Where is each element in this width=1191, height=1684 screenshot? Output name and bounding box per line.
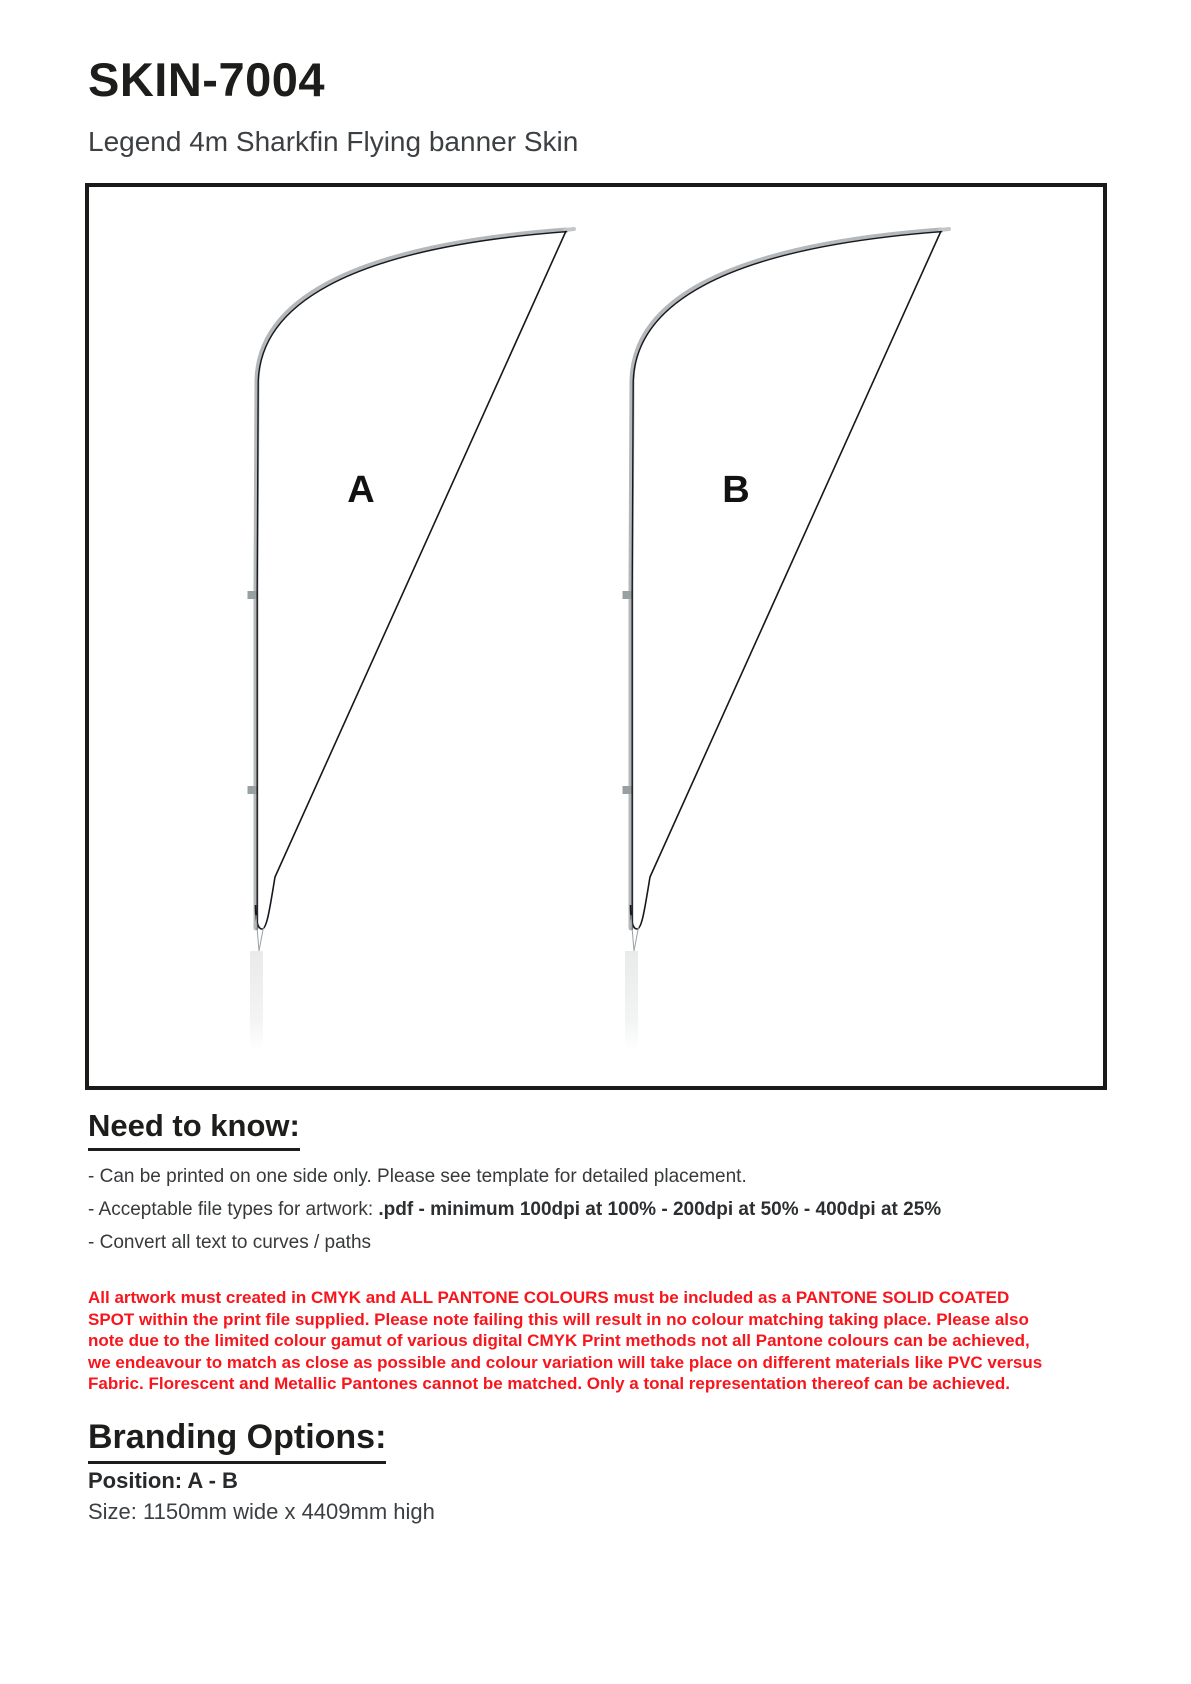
leading-edge-line bbox=[257, 232, 567, 930]
pole-joint-mark bbox=[248, 591, 257, 599]
bullet-file-types-specs: .pdf - minimum 100dpi at 100% - 200dpi at 50% - 400dpi at 25% bbox=[378, 1199, 942, 1220]
page-subtitle: Legend 4m Sharkfin Flying banner Skin bbox=[88, 126, 579, 157]
sharkfin-flag-diagram bbox=[89, 187, 1103, 1086]
branding-size: Size: 1150mm wide x 4409mm high bbox=[88, 1499, 435, 1524]
flag-trailing-edge bbox=[256, 231, 567, 929]
pole-joint-mark bbox=[248, 786, 257, 794]
diagram-box bbox=[85, 183, 1107, 1090]
pole-base bbox=[250, 951, 263, 1051]
bullet-curves: - Convert all text to curves / paths bbox=[88, 1232, 372, 1253]
branding-options-heading: Branding Options: bbox=[88, 1418, 386, 1464]
flag-b-label: B bbox=[722, 469, 750, 511]
pole-sleeve-tip-cap bbox=[565, 229, 574, 230]
page-title: SKIN-7004 bbox=[88, 53, 325, 106]
bullet-file-types-prefix: - Acceptable file types for artwork: bbox=[88, 1199, 379, 1220]
bullet-file-types bbox=[88, 1199, 941, 1221]
branding-position: Position: A - B bbox=[88, 1468, 238, 1493]
need-to-know-heading: Need to know: bbox=[88, 1108, 300, 1151]
flag-a-label: A bbox=[347, 469, 375, 511]
bullet-print-side: - Can be printed on one side only. Please see template for detailed placement. bbox=[88, 1166, 747, 1187]
flag-shape-a bbox=[248, 229, 575, 1051]
need-to-know-list bbox=[88, 1166, 941, 1265]
flag-shape-b bbox=[623, 229, 950, 1051]
pantone-warning-text: All artwork must created in CMYK and ALL PANTONE COLOURS must be included as a PANTONE SOLID COATED SPOT within the print file supplied. Please note failing this will result in no colour matching taking place. Please also note due to the limited colour gamut of various digital CMYK Print methods not all Pantone colours can be achieved, we endeavour to match as close as possible and colour variation will take place on different materials like PVC versus Fabric. Florescent and Metallic Pantones cannot be matched. Only a tonal representation thereof can be achieved. bbox=[88, 1288, 1043, 1394]
